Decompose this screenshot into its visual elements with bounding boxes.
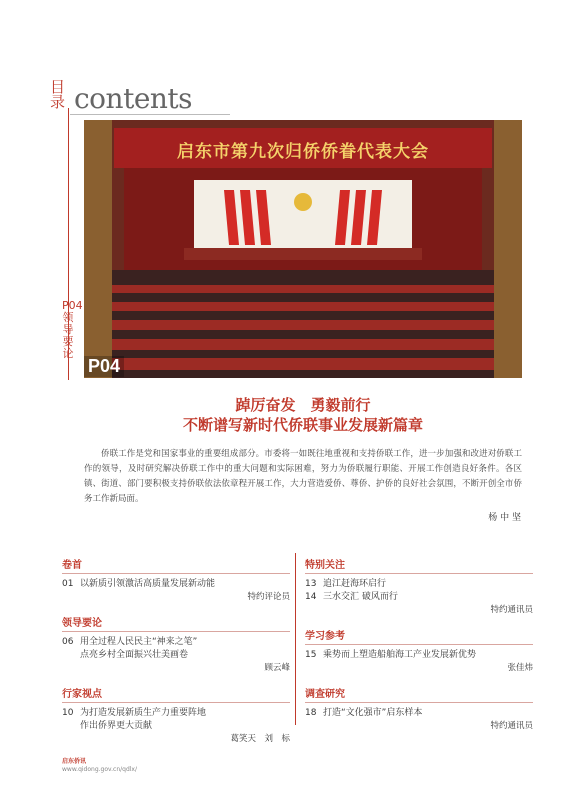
toc-right-column bbox=[305, 556, 533, 743]
toc-entry[interactable] bbox=[62, 636, 290, 675]
entry-page-number: 13 bbox=[305, 579, 317, 589]
entry-page-number: 15 bbox=[305, 650, 317, 660]
toc-section bbox=[62, 556, 290, 604]
entry-page-number: 06 bbox=[62, 637, 74, 647]
toc-entry[interactable] bbox=[62, 578, 290, 604]
entry-title-line: 为打造发展新质生产力重要阵地 bbox=[80, 708, 207, 718]
entry-line bbox=[62, 720, 290, 733]
contents-label: contents bbox=[74, 82, 193, 115]
entry-line bbox=[305, 649, 533, 662]
entry-title-line: 以新质引领激活高质量发展新动能 bbox=[80, 579, 216, 589]
entry-line bbox=[305, 591, 533, 604]
intro-paragraph: 侨联工作是党和国家事业的重要组成部分。市委将一如既往地重视和支持侨联工作，进一步加强和改进对侨联工作的领导，及时研究解决侨联工作中的重大问题和实际困难，努力为侨联履行职能、开展工作创造良好条件。各区镇、街道、部门要积极支持侨联依法依章程开展工作，大力营造爱侨、尊侨、护侨的良好社会氛围，不断开创全市侨务工作新局面。 bbox=[84, 449, 522, 504]
intro-author: 杨 中 坚 bbox=[488, 513, 521, 523]
toc-left-column bbox=[62, 556, 290, 756]
section-title: 行家视点 bbox=[62, 685, 290, 703]
entry-title-line: 乘势而上塑造船舶海工产业发展新优势 bbox=[323, 650, 477, 660]
entry-title-line: 用全过程人民民主“神来之笔” bbox=[80, 637, 198, 647]
entry-author: 特约评论员 bbox=[247, 592, 290, 602]
toc-section bbox=[62, 614, 290, 675]
section-title: 领导要论 bbox=[62, 614, 290, 632]
section-title: 学习参考 bbox=[305, 627, 533, 645]
entry-title-line: 追江赶海环启行 bbox=[323, 579, 387, 589]
toc-entry[interactable] bbox=[305, 649, 533, 675]
lead-line-2: 不断谱写新时代侨联事业发展新篇章 bbox=[182, 416, 423, 434]
mulu-label: 目录 bbox=[50, 78, 66, 111]
entry-line bbox=[62, 636, 290, 649]
lead-line-1: 踔厉奋发 勇毅前行 bbox=[235, 396, 371, 414]
toc-entry[interactable] bbox=[62, 707, 290, 746]
toc-section bbox=[305, 556, 533, 617]
entry-author: 特约通讯员 bbox=[490, 721, 533, 731]
entry-author: 特约通讯员 bbox=[490, 605, 533, 615]
footer-url[interactable]: www.qidong.gov.cn/qdlx/ bbox=[62, 766, 138, 773]
entry-title-line: 打造“文化强市”启东样本 bbox=[323, 708, 423, 718]
entry-title-line: 点亮乡村全面振兴壮美画卷 bbox=[80, 650, 189, 660]
entry-page-number: 01 bbox=[62, 579, 74, 589]
page-badge[interactable]: P04 bbox=[84, 356, 124, 377]
hero-photo[interactable] bbox=[84, 120, 522, 378]
entry-line bbox=[305, 578, 533, 591]
toc-section bbox=[305, 627, 533, 675]
side-label: P04领导要论 bbox=[62, 299, 83, 360]
section-title: 调查研究 bbox=[305, 685, 533, 703]
section-title: 特别关注 bbox=[305, 556, 533, 574]
entry-page-number: 10 bbox=[62, 708, 74, 718]
entry-author: 葛笑天 刘 标 bbox=[230, 734, 290, 744]
entry-line bbox=[62, 578, 290, 591]
entry-line bbox=[62, 707, 290, 720]
toc-entry[interactable] bbox=[305, 707, 533, 733]
entry-line bbox=[62, 649, 290, 662]
entry-author: 张佳炜 bbox=[507, 663, 533, 673]
toc-entry[interactable] bbox=[305, 591, 533, 617]
footer-brand: 启东侨讯 bbox=[62, 758, 87, 765]
toc-section bbox=[305, 685, 533, 733]
entry-title-line: 三水交汇 破风而行 bbox=[323, 592, 398, 602]
entry-author: 顾云峰 bbox=[264, 663, 290, 673]
footer bbox=[62, 758, 137, 774]
toc-entry[interactable] bbox=[305, 578, 533, 591]
toc-section bbox=[62, 685, 290, 746]
hero-banner-text: 启东市第九次归侨侨眷代表大会 bbox=[177, 142, 429, 162]
entry-page-number: 14 bbox=[305, 592, 317, 602]
entry-title-line: 作出侨界更大贡献 bbox=[80, 721, 153, 731]
section-title: 卷首 bbox=[62, 556, 290, 574]
entry-line bbox=[305, 707, 533, 720]
lead-title bbox=[84, 395, 522, 435]
column-divider bbox=[295, 553, 296, 725]
entry-page-number: 18 bbox=[305, 708, 317, 718]
header-rule bbox=[70, 114, 230, 115]
